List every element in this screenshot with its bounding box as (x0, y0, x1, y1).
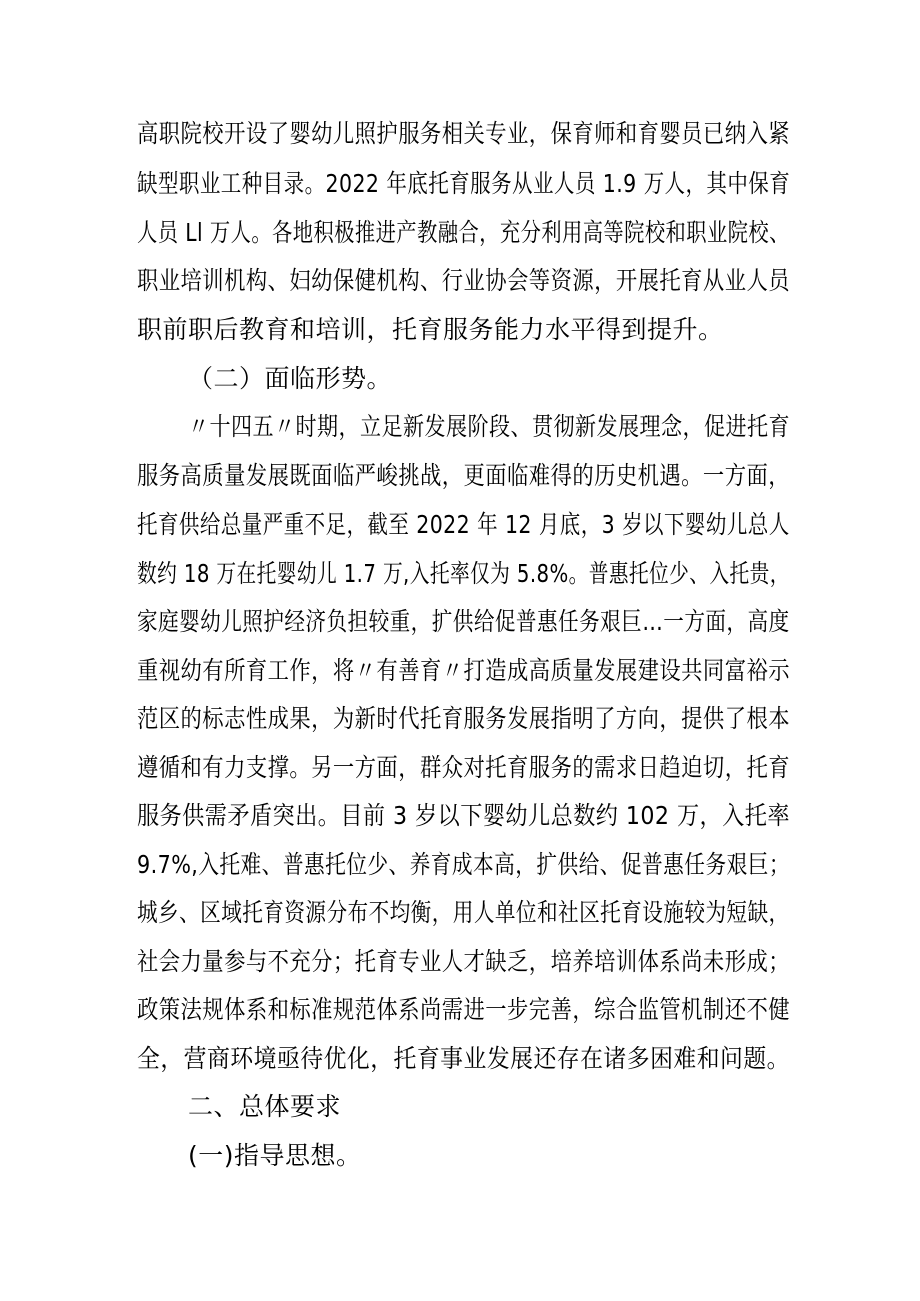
paragraph-line: 缺型职业工种目录。2022 年底托育服务从业人员 1.9 万人，其中保育 (137, 169, 791, 198)
section-heading: 二、总体要求 (188, 1092, 342, 1121)
paragraph-line: 数约 18 万在托婴幼儿 1.7 万,入托率仅为 5.8%。普惠托位少、入托贵， (137, 559, 790, 588)
paragraph-line: 全，营商环境亟待优化，托育事业发展还存在诸多困难和问题。 (137, 1044, 791, 1073)
paragraph-line: 城乡、区域托育资源分布不均衡，用人单位和社区托育设施较为短缺， (137, 898, 790, 927)
subsection-heading: (一)指导思想。 (188, 1141, 362, 1170)
paragraph-line: 高职院校开设了婴幼儿照护服务相关专业，保育师和育婴员已纳入紧 (137, 119, 791, 148)
paragraph-line: 重视幼有所育工作，将〃有善育〃打造成高质量发展建设共同富裕示 (137, 656, 791, 685)
paragraph-line: 职前职后教育和培训，托育服务能力水平得到提升。 (137, 315, 724, 344)
paragraph-line: 9.7%,入托难、普惠托位少、养育成本高，扩供给、促普惠任务艰巨； (137, 850, 790, 879)
paragraph-line: 家庭婴幼儿照护经济负担较重，扩供给促普惠任务艰巨…一方面，高度 (137, 607, 790, 636)
paragraph-line: 服务高质量发展既面临严峻挑战，更面临难得的历史机遇。一方面， (137, 461, 791, 490)
paragraph-line: 职业培训机构、妇幼保健机构、行业协会等资源，开展托育从业人员 (137, 266, 791, 295)
paragraph-line: 政策法规体系和标准规范体系尚需进一步完善，综合监管机制还不健 (137, 995, 791, 1024)
paragraph-line: 遵循和有力支撑。另一方面，群众对托育服务的需求日趋迫切，托育 (137, 753, 791, 782)
paragraph-line: 〃十四五〃时期，立足新发展阶段、贯彻新发展理念，促进托育 (188, 412, 791, 441)
paragraph-line: 人员 Ll 万人。各地积极推进产教融合，充分利用高等院校和职业院校、 (137, 218, 790, 247)
paragraph-line: 范区的标志性成果，为新时代托育服务发展指明了方向，提供了根本 (137, 704, 791, 733)
paragraph-line: 服务供需矛盾突出。目前 3 岁以下婴幼儿总数约 102 万，入托率 (137, 801, 790, 830)
section-heading: （二）面临形势。 (188, 364, 393, 393)
paragraph-line: 社会力量参与不充分；托育专业人才缺乏，培养培训体系尚未形成； (137, 947, 791, 976)
paragraph-line: 托育供给总量严重不足，截至 2022 年 12 月底，3 岁以下婴幼儿总人 (137, 510, 790, 539)
